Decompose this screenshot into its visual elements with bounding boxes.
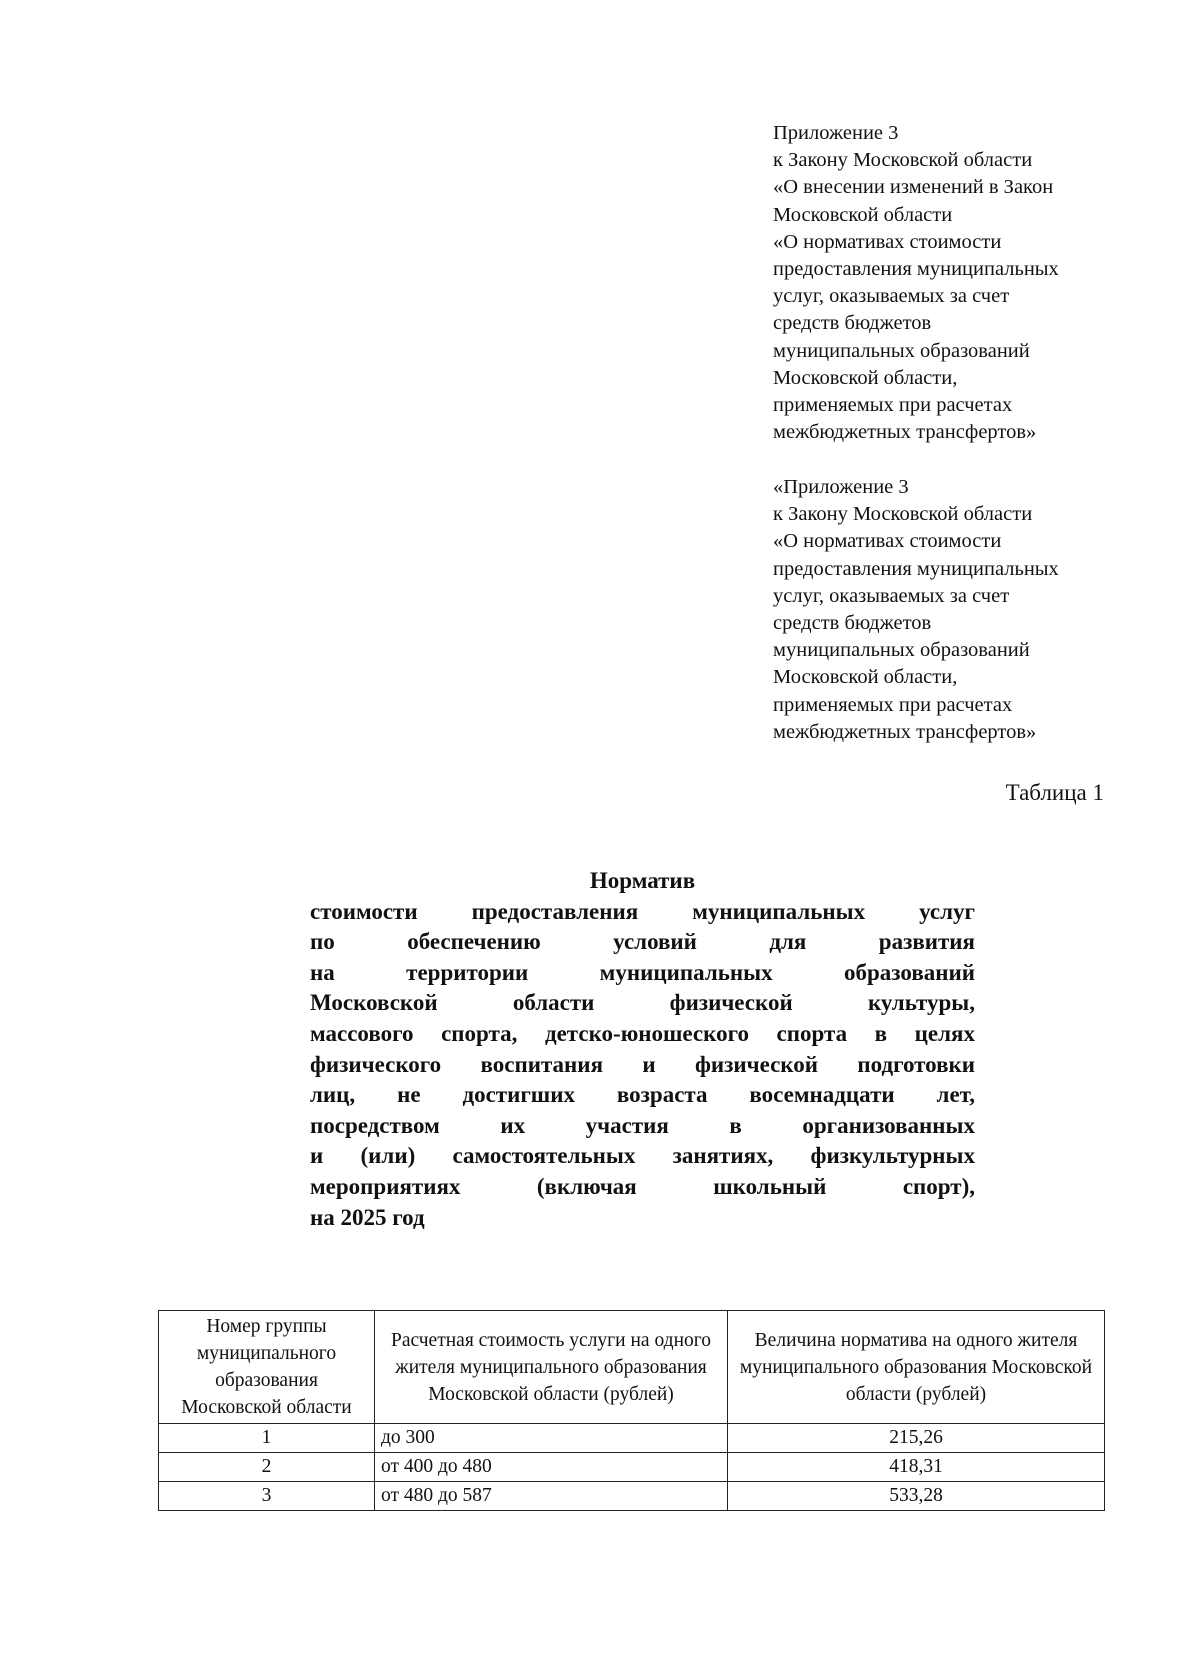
group-number-cell: 3 [159, 1482, 375, 1511]
appendix-line: Приложение 3 [773, 122, 899, 144]
appendix-line: межбюджетных трансфертов» [773, 720, 1037, 743]
norm-value-cell: 533,28 [728, 1482, 1105, 1511]
group-number-cell: 2 [159, 1453, 375, 1482]
appendix-line: услуг, оказываемых за счет [773, 584, 1010, 607]
appendix-line: муниципальных образований [773, 639, 1030, 662]
appendix-line: межбюджетных трансфертов» [773, 421, 1037, 444]
appendix-header-amendment [773, 120, 1133, 446]
norm-value-cell: 418,31 [728, 1453, 1105, 1482]
appendix-line: Московской области, [773, 666, 958, 689]
appendix-line: «О нормативах стоимости [773, 530, 1002, 553]
appendix-line: средств бюджетов [773, 612, 932, 635]
norm-table [158, 1310, 1105, 1511]
norm-heading: Норматив [589, 868, 696, 893]
norm-title [310, 866, 975, 1233]
norm-title-line: стоимости предоставления муниципальных услуг [310, 898, 975, 924]
table-row [159, 1424, 1105, 1453]
norm-title-line: мероприятиях (включая школьный спорт), [310, 1173, 975, 1199]
norm-title-line: на 2025 год [310, 1204, 425, 1230]
appendix-line: предоставления муниципальных [773, 557, 1059, 580]
table-header-row [159, 1311, 1105, 1424]
norm-title-line: лиц, не достигших возраста восемнадцати лет, [310, 1082, 975, 1108]
norm-title-line: и (или) самостоятельных занятиях, физкультурных [310, 1143, 975, 1169]
appendix-line: применяемых при расчетах [773, 394, 1013, 417]
header-norm-value: Величина норматива на одного жителя муниципального образования Московской области (рублей) [728, 1311, 1105, 1424]
norm-title-line: посредством их участия в организованных [310, 1112, 975, 1138]
appendix-line: Московской области [773, 203, 953, 226]
norm-title-line: по обеспечению условий для развития [310, 929, 975, 955]
appendix-line: муниципальных образований [773, 339, 1030, 362]
norm-title-line: Московской области физической культуры, [310, 990, 975, 1016]
table-row [159, 1453, 1105, 1482]
appendix-header-original [773, 474, 1133, 746]
table-row [159, 1482, 1105, 1511]
cost-range-cell: от 480 до 587 [375, 1482, 728, 1511]
norm-title-line: массового спорта, детско-юношеского спорта в целях [310, 1020, 975, 1046]
appendix-line: «Приложение 3 [773, 476, 909, 498]
header-estimated-cost: Расчетная стоимость услуги на одного жителя муниципального образования Московской области (рублей) [375, 1311, 728, 1424]
norm-title-line: на территории муниципальных образований [310, 959, 975, 985]
appendix-line: Московской области, [773, 366, 958, 389]
group-number-cell: 1 [159, 1424, 375, 1453]
appendix-line: «О внесении изменений в Закон [773, 176, 1054, 199]
appendix-line: «О нормативах стоимости [773, 230, 1002, 253]
norm-value-cell: 215,26 [728, 1424, 1105, 1453]
table-label: Таблица 1 [1005, 780, 1104, 805]
appendix-line: к Закону Московской области [773, 149, 1033, 172]
appendix-line: применяемых при расчетах [773, 693, 1013, 716]
cost-range-cell: до 300 [375, 1424, 728, 1453]
appendix-line: к Закону Московской области [773, 503, 1033, 526]
cost-range-cell: от 400 до 480 [375, 1453, 728, 1482]
appendix-line: средств бюджетов [773, 312, 932, 335]
header-group-number: Номер группы муниципального образования Московской области [159, 1311, 375, 1424]
norm-title-line: физического воспитания и физической подготовки [310, 1051, 975, 1077]
appendix-line: услуг, оказываемых за счет [773, 285, 1010, 308]
appendix-line: предоставления муниципальных [773, 258, 1059, 281]
